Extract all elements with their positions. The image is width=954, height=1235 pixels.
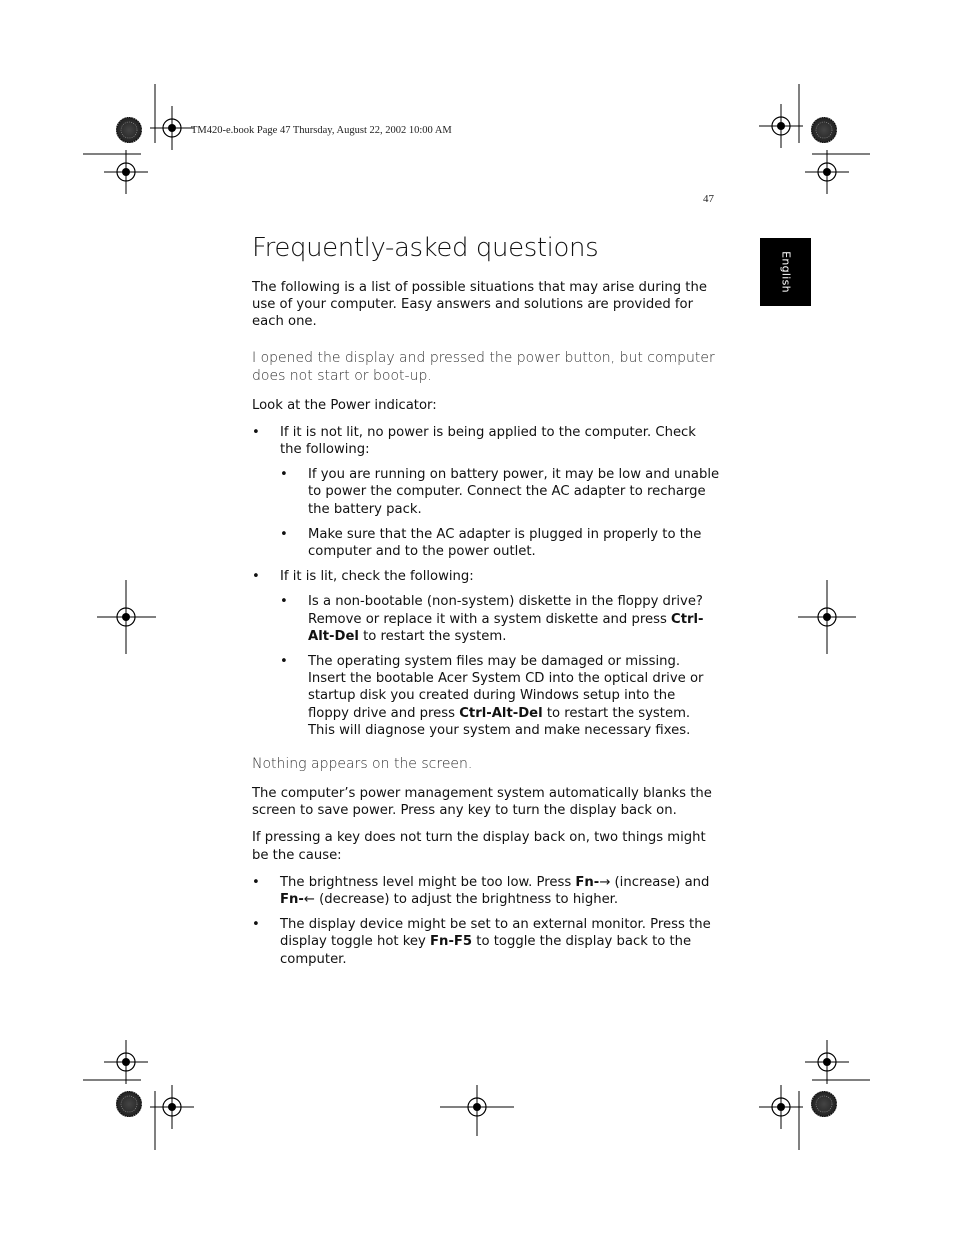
list-item [252,874,720,908]
starburst-mark [812,118,837,143]
list-item [252,568,720,585]
list-item-text: The display device might be set to an external monitor. Press the display toggle hot key Fn-F5 to toggle the display back to the computer. [280,917,711,967]
registration-mark [104,150,148,194]
starburst-mark [812,1092,837,1117]
paragraph: If pressing a key does not turn the display back on, two things might be the cause: [252,830,706,863]
question-heading: I opened the display and pressed the power button, but computer does not start or boot-up. [252,349,715,384]
registration-mark [150,1085,194,1129]
list-item [280,526,720,560]
list-item-text: If it is not lit, no power is being applied to the computer. Check the following: [280,424,696,458]
language-tab-label: English [779,251,792,293]
bullet-icon: • [280,467,288,483]
bullet-icon: • [280,526,288,542]
bullet-icon: • [252,569,260,585]
left-arrow-icon: ← [303,892,315,908]
right-arrow-icon: → [599,874,611,890]
bullet-icon: • [252,917,260,933]
list-item [252,916,720,968]
bullet-icon: • [252,874,260,890]
key-combo: Ctrl-Alt-Del [459,705,543,721]
key-combo: Fn-F5 [430,934,473,950]
list-item-text: If you are running on battery power, it may be low and unable to power the computer. Connect the AC adapter to recharge the battery pack. [308,467,720,517]
registration-mark [104,1040,148,1084]
page-number: 47 [703,193,714,205]
list-item [280,653,720,739]
registration-mark [759,1085,803,1129]
bullet-icon: • [280,654,288,670]
intro-paragraph: The following is a list of possible situations that may arise during the use of your computer. Easy answers and solutions are provided for each one. [252,280,707,330]
language-tab [760,238,811,306]
bullet-icon: • [280,594,288,610]
book-stamp: TM420-e.book Page 47 Thursday, August 22, 2002 10:00 AM [191,125,452,136]
key-combo: Fn- [575,874,600,890]
question-heading: Nothing appears on the screen. [252,756,473,773]
list-item-text: Make sure that the AC adapter is plugged in properly to the computer and to the power outlet. [308,526,702,560]
list-item-text: Is a non-bootable (non-system) diskette in the floppy drive? Remove or replace it with a system diskette and press Ctrl-Alt-Del to restart the system. [308,594,704,644]
paragraph: Look at the Power indicator: [252,397,437,413]
list-item-text: If it is lit, check the following: [280,569,474,585]
page-content [252,228,720,976]
registration-mark [805,1040,849,1084]
list-item [280,466,720,518]
starburst-mark [117,118,142,143]
registration-mark [805,150,849,194]
bullet-icon: • [252,424,260,440]
list-item-text: The operating system files may be damaged or missing. Insert the bootable Acer System CD into the optical drive or startup disk you created during Windows setup into the floppy drive and press Ctrl-Alt-Del to restart the system. This will diagnose your system and make necessary fixes. [308,654,704,738]
key-combo: Ctrl-Alt-Del [308,611,704,644]
starburst-mark [117,1092,142,1117]
registration-mark [759,104,803,148]
list-item-text: The brightness level might be too low. Press Fn-→ (increase) and Fn-← (decrease) to adjust the brightness to higher. [280,874,710,908]
key-combo: Fn- [280,892,304,908]
page-title: Frequently-asked questions [252,233,599,263]
paragraph: The computer’s power management system automatically blanks the screen to save power. Press any key to turn the display back on. [252,786,712,819]
registration-mark [150,106,194,150]
list-item [280,593,720,645]
list-item [252,424,720,458]
